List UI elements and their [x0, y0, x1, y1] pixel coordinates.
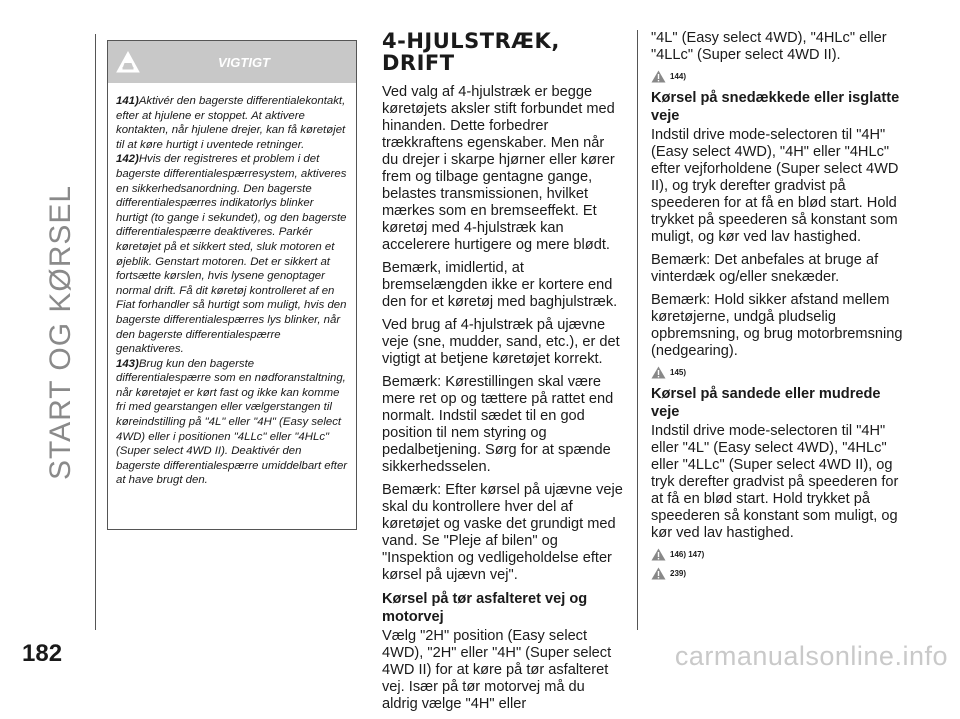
reference-number: 144) [670, 72, 687, 81]
page-number: 182 [22, 640, 63, 667]
left-divider [95, 34, 96, 630]
subheading: Kørsel på sandede eller mudrede veje [651, 386, 881, 420]
subheading: Kørsel på tør asfalteret vej og motorvej [382, 591, 588, 625]
paragraph: Indstil drive mode-selectoren til "4H" (Easy select 4WD), "4H" eller "4HLc" efter vejforholdene (Super select 4WD II), og tryk derefter gradvist på speederen for at få en blød start. Hold trykket på speederen så konstant som muligt, og kør ved lav hastighed. [651, 127, 899, 245]
paragraph: Vælg "2H" position (Easy select 4WD), "2H" eller "4H" (Super select 4WD II) for at køre på tør asfalteret vej. Især på tør motorvej må du aldrig vælge "4H" eller [382, 628, 612, 712]
warning-body [108, 83, 356, 488]
reference-number: 239) [670, 569, 687, 578]
warning-box [107, 40, 357, 530]
warning-item: 142)Hvis der registreres et problem i det bagerste differentialespærresystem, aktiveres en sikkerhedsanordning. Den bagerste differentialespærres indikatorlys blinker hurtigt (to gange i sekundet), og den bagerste differentialespærre deaktiveres. Parkér køretøjet på et sikkert sted, sluk motoren et øjeblik. Genstart motoren. Det er sikkert at fortsætte kørslen, hvis lysene genoptager normal drift. Få dit køretøj kontrolleret af en Fiat forhandler så hurtigt som muligt, hvis den bagerste differentialespærres lys blinker, når den bagerste differentialespærre genaktiveres. [116, 153, 347, 356]
section-heading: 4-HJULSTRÆK, DRIFT [382, 29, 560, 75]
warning-item: 143)Brug kun den bagerste differentialespærre som en nødforanstaltning, når køretøjet er kørt fast og ikke kan komme fri med gearstangen eller vælgerstangen til køreindstilling på "4L" eller "4H" (Easy select 4WD) eller i positionen "4LLc" eller "4HLc" (Super select 4WD II). Deaktivér den bagerste differentialespærre umiddelbart efter at have brugt den. [116, 357, 348, 487]
paragraph: Bemærk, imidlertid, at bremselængden ikke er kortere end den for et køretøj med baghjulstræk. [382, 260, 618, 310]
caution-triangle-icon [651, 567, 666, 580]
warning-item: 141)Aktivér den bagerste differentialekontakt, efter at hjulene er stoppet. At aktivere kontakten, når hjulene drejer, kan få køretøjet til at køre hurtigt i uventede retninger. [116, 95, 346, 151]
section-title-vertical: START OG KØRSEL [44, 184, 77, 480]
paragraph: Bemærk: Hold sikker afstand mellem køretøjerne, undgå pludselig opbremsning, og brug motorbremsning (nedgearing). [651, 292, 903, 359]
warning-triangle-icon [651, 70, 666, 83]
right-column [651, 30, 911, 586]
warning-header [108, 41, 356, 83]
warning-triangle-icon [651, 548, 666, 561]
site-watermark: carmanualsonline.info [674, 641, 948, 671]
paragraph: Ved valg af 4-hjulstræk er begge køretøjets aksler stift forbundet med hinanden. Dette forbedrer trækkraftens egenskaber. Men når du drejer i skarpe hjørner eller kører frem og tilbage gentagne gange, belastes transmissionen, hvilket mærkes som en bremseeffekt. Et køretøj med 4-hjulstræk kan accelerere hurtigere og mere blødt. [382, 84, 615, 253]
warning-reference [651, 366, 911, 379]
paragraph: Bemærk: Efter kørsel på ujævne veje skal du kontrollere hver del af køretøjet og vaske det grundigt med vand. Se "Pleje af bilen" og "Inspektion og vedligeholdelse efter kørsel på ujævn vej". [382, 482, 623, 583]
reference-number: 146) 147) [670, 550, 705, 559]
reference-number: 145) [670, 368, 687, 377]
paragraph: Bemærk: Det anbefales at bruge af vinterdæk og/eller snekæder. [651, 252, 879, 285]
paragraph: Indstil drive mode-selectoren til "4H" eller "4L" (Easy select 4WD), "4HLc" eller "4LLc" (Super select 4WD II), og tryk derefter gradvist på speederen for at få en blød start. Hold trykket på speederen så konstant som muligt, og kør ved lav hastighed. [651, 423, 899, 541]
warning-title: VIGTIGT [218, 55, 270, 70]
warning-triangle-icon [651, 366, 666, 379]
column-divider [637, 30, 638, 630]
main-column [382, 30, 624, 719]
caution-reference [651, 567, 911, 580]
warning-reference [651, 70, 911, 83]
warning-reference [651, 548, 911, 561]
paragraph: Bemærk: Kørestillingen skal være mere ret op og tættere på rattet end normalt. Indstil sædet til en god position til nem styring og pedalbetjening. Sørg for at spænde sikkerhedsselen. [382, 374, 614, 475]
subheading: Kørsel på snedækkede eller isglatte veje [651, 90, 900, 124]
paragraph: Ved brug af 4-hjulstræk på ujævne veje (sne, mudder, sand, etc.), er det vigtigt at betjene køretøjet korrekt. [382, 317, 620, 367]
paragraph: "4L" (Easy select 4WD), "4HLc" eller "4LLc" (Super select 4WD II). [651, 30, 887, 63]
